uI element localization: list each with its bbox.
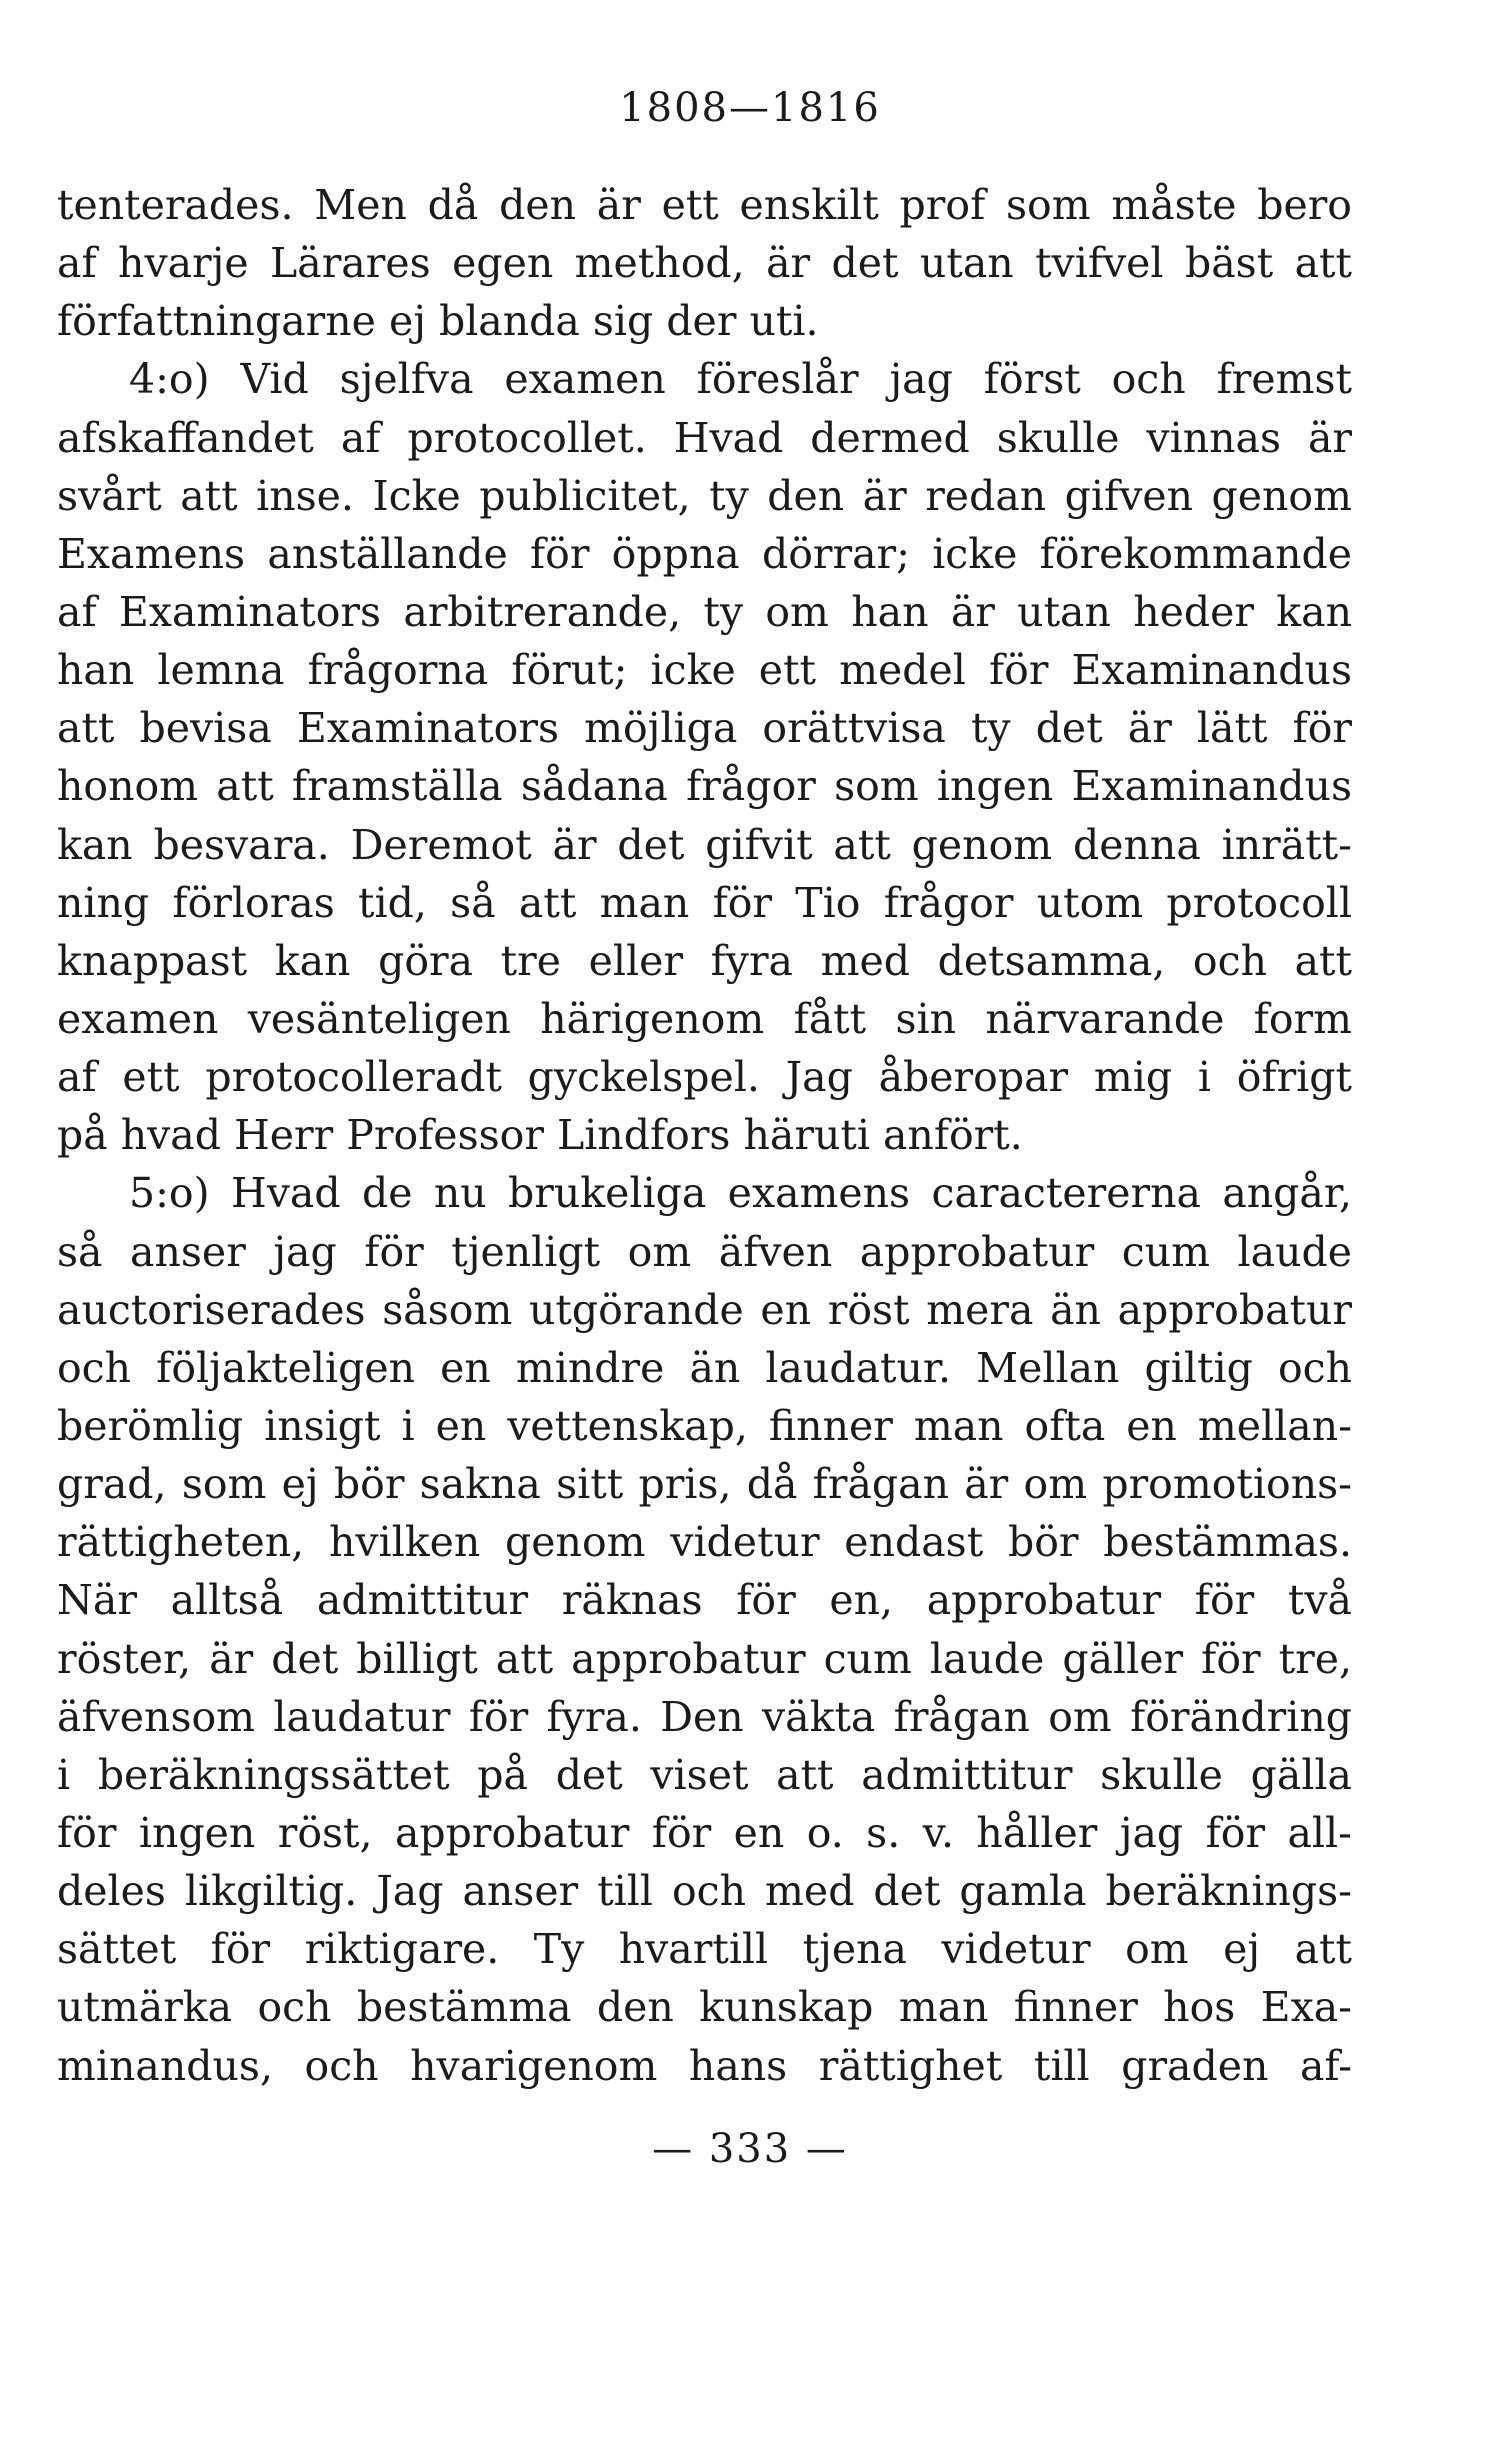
text-line: knappast kan göra tre eller fyra med detsamma, och att <box>57 936 1352 985</box>
text-line: deles likgiltig. Jag anser till och med det gamla beräknings- <box>57 1867 1352 1916</box>
text-line: grad, som ej bör sakna sitt pris, då frågan är om promotions- <box>57 1460 1352 1509</box>
text-line: utmärka och bestämma den kunskap man finner hos Exa- <box>57 1983 1352 2032</box>
text-line: röster, är det billigt att approbatur cum laude gäller för tre, <box>57 1634 1352 1683</box>
text-line: af ett protocolleradt gyckelspel. Jag åberopar mig i öfrigt <box>57 1053 1352 1102</box>
text-line: minandus, och hvarigenom hans rättighet till graden af- <box>57 2041 1352 2090</box>
text-line: 5:o) Hvad de nu brukeliga examens caractererna angår, <box>129 1169 1352 1218</box>
text-line: När alltså admittitur räknas för en, approbatur för två <box>57 1576 1352 1625</box>
text-line: honom att framställa sådana frågor som ingen Examinandus <box>57 762 1352 811</box>
text-line: rättigheten, hvilken genom videtur endast bör bestämmas. <box>57 1518 1352 1567</box>
page-number: — 333 — <box>652 2126 848 2172</box>
text-line: att bevisa Examinators möjliga orättvisa ty det är lätt för <box>57 704 1352 753</box>
text-line: afskaffandet af protocollet. Hvad dermed skulle vinnas är <box>57 413 1352 462</box>
text-line: ning förloras tid, så att man för Tio frågor utom protocoll <box>57 878 1352 927</box>
text-line: auctoriserades såsom utgörande en röst mera än approbatur <box>57 1285 1352 1334</box>
text-line: af hvarje Lärares egen method, är det utan tvifvel bäst att <box>57 239 1352 288</box>
text-line: äfvensom laudatur för fyra. Den väkta frågan om förändring <box>57 1692 1352 1741</box>
text-line: i beräkningssättet på det viset att admittitur skulle gälla <box>57 1750 1352 1799</box>
text-line: kan besvara. Deremot är det gifvit att genom denna inrätt- <box>57 820 1352 869</box>
text-line: och följakteligen en mindre än laudatur. Mellan giltig och <box>57 1343 1352 1392</box>
text-line: författningarne ej blanda sig der uti. <box>57 297 819 346</box>
text-line: svårt att inse. Icke publicitet, ty den är redan gifven genom <box>57 471 1352 520</box>
text-line: för ingen röst, approbatur för en o. s. v. håller jag för all- <box>57 1808 1352 1857</box>
running-head: 1808—1816 <box>619 85 881 131</box>
text-line: berömlig insigt i en vettenskap, finner man ofta en mellan- <box>57 1401 1352 1450</box>
body-text <box>57 176 1352 2095</box>
text-line: Examens anställande för öppna dörrar; icke förekommande <box>57 529 1352 578</box>
text-line: han lemna frågorna förut; icke ett medel för Examinandus <box>57 646 1352 695</box>
text-line: examen vesänteligen härigenom fått sin närvarande form <box>57 994 1352 1043</box>
text-line: på hvad Herr Professor Lindfors häruti anfört. <box>57 1111 1023 1160</box>
text-line: sättet för riktigare. Ty hvartill tjena videtur om ej att <box>57 1925 1352 1974</box>
text-line: så anser jag för tjenligt om äfven approbatur cum laude <box>57 1227 1352 1276</box>
text-line: 4:o) Vid sjelfva examen föreslår jag först och fremst <box>129 355 1352 404</box>
text-line: af Examinators arbitrerande, ty om han är utan heder kan <box>57 587 1352 636</box>
text-line: tenterades. Men då den är ett enskilt prof som måste bero <box>57 181 1352 229</box>
